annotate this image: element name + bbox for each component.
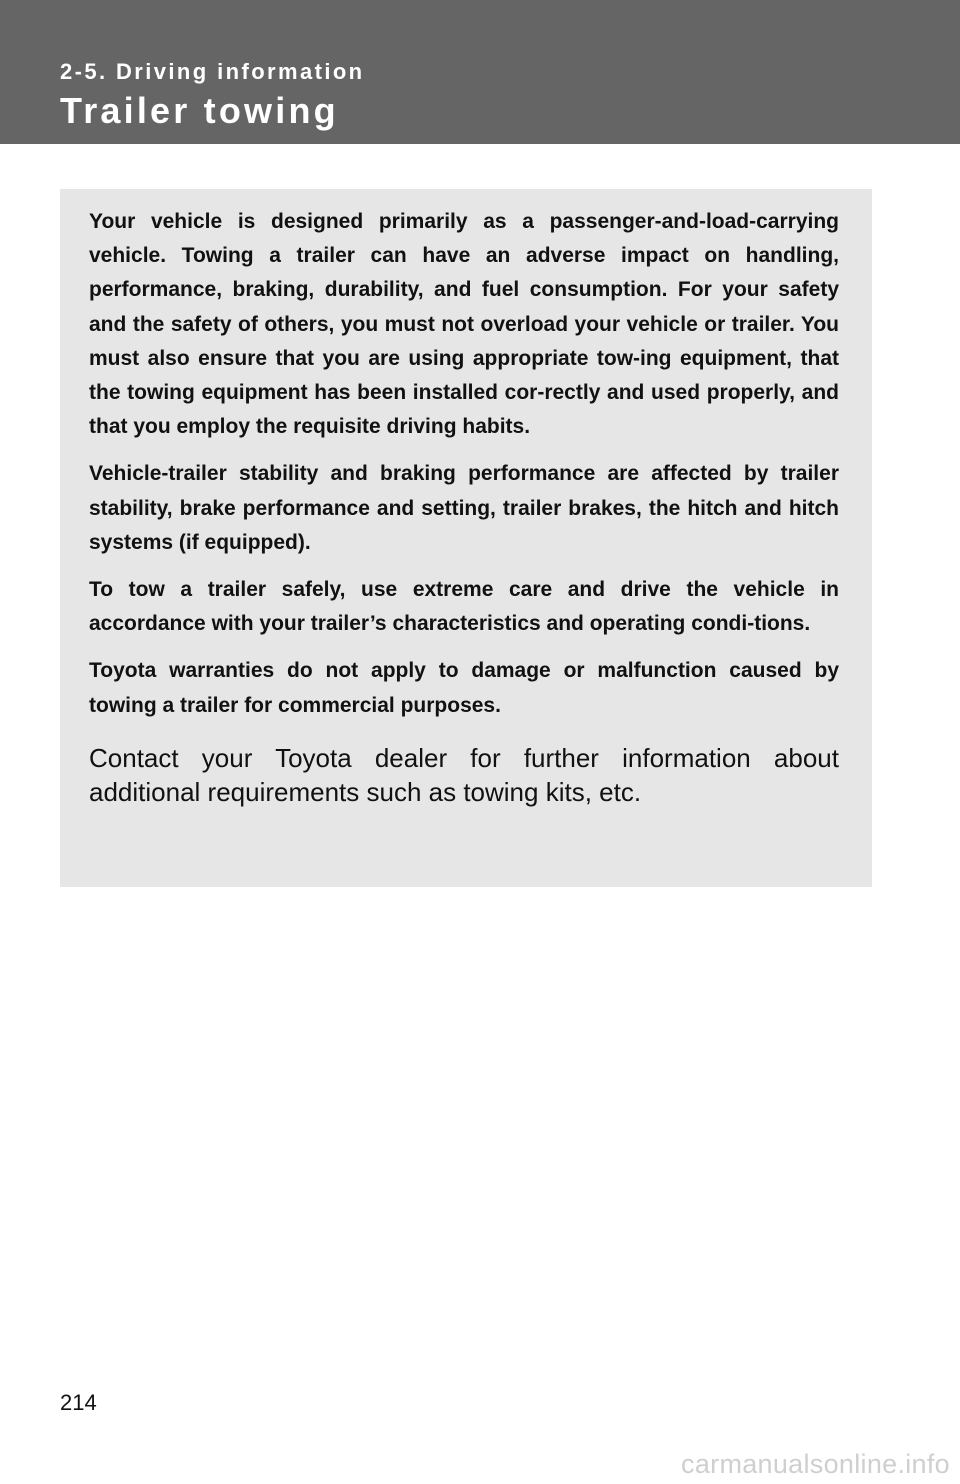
- page-title: Trailer towing: [60, 90, 339, 131]
- paragraph-safe-towing: To tow a trailer safely, use extreme care and drive the vehicle in accordance with your trailer’s characteristics and operating condi-tions.: [89, 578, 839, 636]
- paragraph-contact-dealer: Contact your Toyota dealer for further information about additional requirements such as towing kits, etc.: [89, 742, 839, 808]
- section-label: 2-5. Driving information: [60, 59, 365, 84]
- header-band: [0, 0, 960, 144]
- page-number: 214: [60, 1390, 97, 1415]
- paragraph-vehicle-design: Your vehicle is designed primarily as a passenger-and-load-carrying vehicle. Towing a trailer can have an adverse impact on handling, performance, braking, durability, and fuel consumption. For your safety and the safety of others, you must not overload your vehicle or trailer. You must also ensure that you are using appropriate tow-ing equipment, that the towing equipment has been installed cor-rectly and used properly, and that you employ the requisite driving habits.: [89, 210, 839, 439]
- watermark: carmanualsonline.info: [681, 1449, 950, 1479]
- paragraph-warranty: Toyota warranties do not apply to damage or malfunction caused by towing a trailer for commercial purposes.: [89, 659, 839, 717]
- paragraph-stability: Vehicle-trailer stability and braking performance are affected by trailer stability, brake performance and setting, trailer brakes, the hitch and hitch systems (if equipped).: [89, 462, 839, 554]
- towing-info-box: [60, 189, 872, 887]
